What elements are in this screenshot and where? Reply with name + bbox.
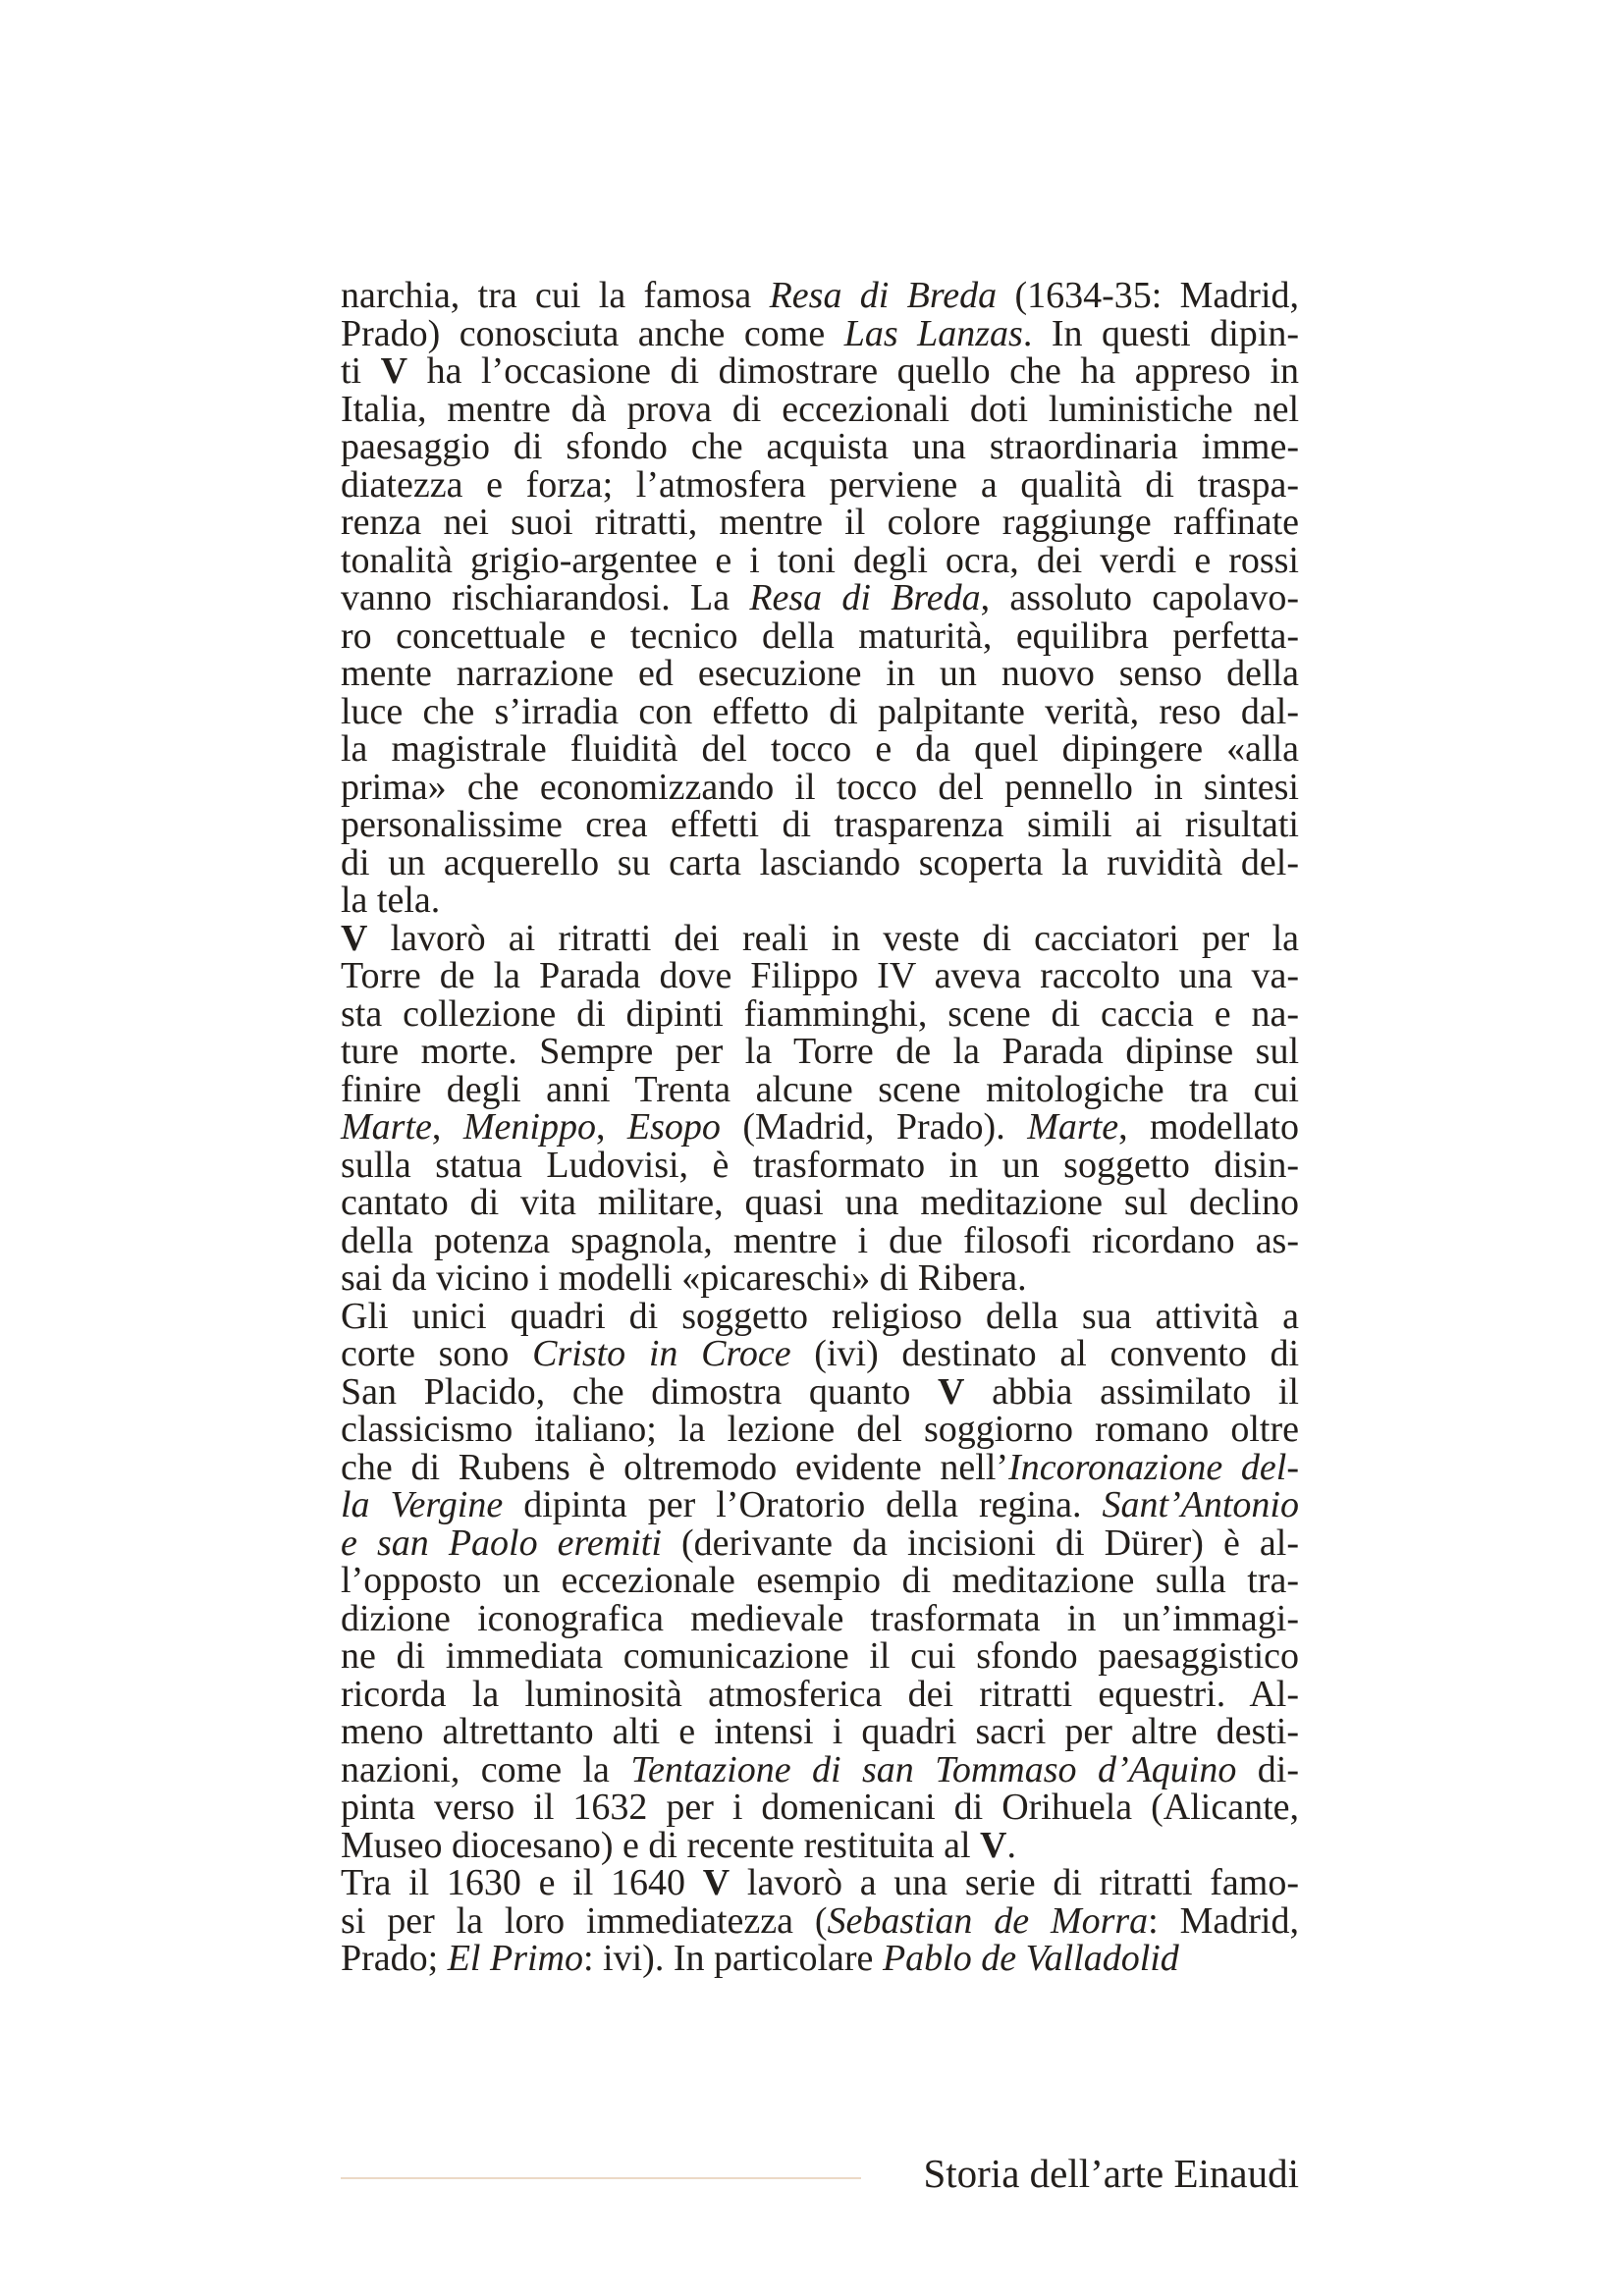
text-line: renza nei suoi ritratti, mentre il colore raggiunge raffinate [341,502,1299,543]
text-line: luce che s’irradia con effetto di palpitante verità, reso dal- [341,690,1299,732]
text-line: dizione iconografica medievale trasformata in un’immagi- [341,1597,1299,1639]
text-line: e san Paolo eremiti (derivante da incisioni di Dürer) è al- [341,1522,1299,1564]
text-line: mente narrazione ed esecuzione in un nuovo senso della [341,653,1299,694]
text-line: la Vergine dipinta per l’Oratorio della regina. Sant’Antonio [341,1484,1299,1525]
text-line: la tela. [341,880,441,921]
text-line: Tra il 1630 e il 1640 V lavorò a una serie di ritratti famo- [341,1862,1299,1903]
text-line: paesaggio di sfondo che acquista una straordinaria imme- [341,426,1299,467]
text-line: diatezza e forza; l’atmosfera perviene a qualità di traspa- [341,463,1299,506]
footer-label: Storia dell’arte Einaudi [923,2151,1299,2196]
text-line: Marte, Menippo, Esopo (Madrid, Prado). Marte, modellato [341,1106,1300,1148]
footer-rule [341,2177,861,2179]
text-line: si per la loro immediatezza (Sebastian de Morra: Madrid, [341,1899,1299,1942]
text-line: sulla statua Ludovisi, è trasformato in un soggetto disin- [341,1144,1299,1186]
text-line: personalissime crea effetti di trasparenza simili ai risultati [341,804,1299,845]
text-line: di un acquerello su carta lasciando scoperta la ruvidità del- [341,841,1299,883]
text-line: Torre de la Parada dove Filippo IV aveva raccolto una va- [341,955,1299,996]
body-text [341,277,1299,1978]
text-line: tonalità grigio-argentee e i toni degli ocra, dei verdi e rossi [341,539,1299,581]
text-line: ricorda la luminosità atmosferica dei ritratti equestri. Al- [341,1673,1299,1715]
text-line: Italia, mentre dà prova di eccezionali doti luministiche nel [341,388,1299,430]
text-line: San Placido, che dimostra quanto V abbia assimilato il [341,1370,1299,1413]
paragraph [341,1295,1300,1866]
paragraph [341,917,1300,1299]
text-line: Gli unici quadri di soggetto religioso della sua attività a [341,1295,1299,1337]
text-line: che di Rubens è oltremodo evidente nell’Incoronazione del- [341,1446,1299,1488]
text-line: nazioni, come la Tentazione di san Tommaso d’Aquino di- [341,1748,1300,1790]
text-line: ro concettuale e tecnico della maturità, equilibra perfetta- [341,614,1299,657]
text-line: narchia, tra cui la famosa Resa di Breda (1634-35: Madrid, [341,275,1300,316]
paragraph [341,1864,1299,1978]
text-line: Museo diocesano) e di recente restituita al V. [341,1824,1016,1866]
text-line: cantato di vita militare, quasi una meditazione sul declino [341,1182,1299,1223]
text-line: meno altrettanto alti e intensi i quadri sacri per altre desti- [341,1711,1299,1752]
text-line: pinta verso il 1632 per i domenicani di Orihuela (Alicante, [341,1787,1299,1828]
text-line: ture morte. Sempre per la Torre de la Parada dipinse sul [341,1031,1299,1072]
text-line: ne di immediata comunicazione il cui sfondo paesaggistico [341,1635,1299,1677]
paragraph [341,277,1299,920]
text-line: Prado; El Primo: ivi). In particolare Pablo de Valladolid [341,1938,1179,1979]
text-line: la magistrale fluidità del tocco e da quel dipingere «alla [341,728,1299,770]
text-line: finire degli anni Trenta alcune scene mitologiche tra cui [341,1068,1299,1110]
text-line: V lavorò ai ritratti dei reali in veste di cacciatori per la [341,917,1299,959]
text-line: sai da vicino i modelli «picareschi» di Ribera. [341,1257,1027,1299]
text-line: sta collezione di dipinti fiamminghi, scene di caccia e na- [341,992,1299,1035]
text-line: corte sono Cristo in Croce (ivi) destinato al convento di [341,1333,1300,1374]
text-line: classicismo italiano; la lezione del soggiorno romano oltre [341,1409,1299,1450]
text-line: ti V ha l’occasione di dimostrare quello che ha appreso in [341,350,1299,392]
text-line: Prado) conosciuta anche come Las Lanzas. In questi dipin- [341,312,1300,354]
text-line: vanno rischiarandosi. La Resa di Breda, assoluto capolavo- [341,577,1300,618]
text-line: l’opposto un eccezionale esempio di meditazione sulla tra- [341,1560,1299,1601]
text-line: della potenza spagnola, mentre i due filosofi ricordano as- [341,1219,1299,1261]
text-line: prima» che economizzando il tocco del pennello in sintesi [341,766,1299,808]
